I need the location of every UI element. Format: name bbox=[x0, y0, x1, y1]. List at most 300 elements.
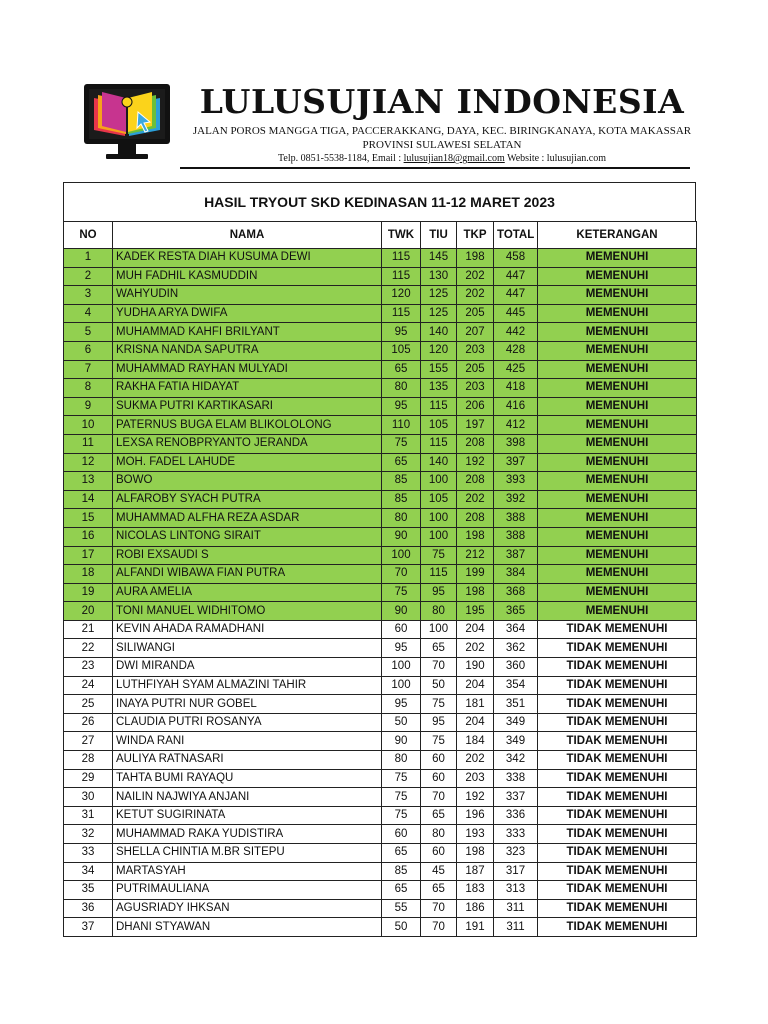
cell-twk: 110 bbox=[382, 416, 421, 435]
cell-tiu: 50 bbox=[421, 676, 457, 695]
cell-no: 7 bbox=[64, 360, 113, 379]
cell-total: 418 bbox=[494, 379, 538, 398]
cell-no: 34 bbox=[64, 862, 113, 881]
cell-twk: 90 bbox=[382, 732, 421, 751]
cell-twk: 65 bbox=[382, 881, 421, 900]
cell-total: 336 bbox=[494, 806, 538, 825]
cell-nama: WINDA RANI bbox=[113, 732, 382, 751]
table-row bbox=[64, 676, 697, 695]
cell-total: 337 bbox=[494, 788, 538, 807]
cell-no: 2 bbox=[64, 267, 113, 286]
cell-twk: 75 bbox=[382, 583, 421, 602]
cell-nama: SILIWANGI bbox=[113, 639, 382, 658]
cell-no: 13 bbox=[64, 472, 113, 491]
cell-total: 313 bbox=[494, 881, 538, 900]
cell-tkp: 183 bbox=[457, 881, 494, 900]
cell-nama: YUDHA ARYA DWIFA bbox=[113, 304, 382, 323]
cell-twk: 120 bbox=[382, 286, 421, 305]
cell-no: 27 bbox=[64, 732, 113, 751]
cell-keterangan: MEMENUHI bbox=[538, 249, 697, 268]
cell-tkp: 198 bbox=[457, 583, 494, 602]
cell-total: 388 bbox=[494, 527, 538, 546]
table-header-row bbox=[64, 222, 697, 249]
table-row bbox=[64, 379, 697, 398]
table-row bbox=[64, 806, 697, 825]
cell-total: 397 bbox=[494, 453, 538, 472]
table-row bbox=[64, 695, 697, 714]
cell-total: 354 bbox=[494, 676, 538, 695]
cell-nama: AULIYA RATNASARI bbox=[113, 751, 382, 770]
cell-total: 384 bbox=[494, 565, 538, 584]
table-row bbox=[64, 527, 697, 546]
organization-name: LULUSUJIAN INDONESIA bbox=[199, 82, 685, 121]
cell-tkp: 204 bbox=[457, 713, 494, 732]
cell-nama: PATERNUS BUGA ELAM BLIKOLOLONG bbox=[113, 416, 382, 435]
cell-nama: KETUT SUGIRINATA bbox=[113, 806, 382, 825]
cell-tkp: 190 bbox=[457, 658, 494, 677]
cell-no: 18 bbox=[64, 565, 113, 584]
cell-tkp: 203 bbox=[457, 341, 494, 360]
cell-tiu: 80 bbox=[421, 602, 457, 621]
cell-total: 416 bbox=[494, 397, 538, 416]
cell-total: 368 bbox=[494, 583, 538, 602]
cell-nama: DHANI STYAWAN bbox=[113, 918, 382, 937]
cell-tkp: 192 bbox=[457, 453, 494, 472]
monitor-book-logo-icon bbox=[80, 78, 175, 164]
cell-keterangan: TIDAK MEMENUHI bbox=[538, 806, 697, 825]
cell-tiu: 45 bbox=[421, 862, 457, 881]
table-row bbox=[64, 620, 697, 639]
cell-tiu: 60 bbox=[421, 844, 457, 863]
cell-twk: 85 bbox=[382, 862, 421, 881]
cell-no: 8 bbox=[64, 379, 113, 398]
cell-tiu: 100 bbox=[421, 472, 457, 491]
cell-no: 22 bbox=[64, 639, 113, 658]
cell-twk: 105 bbox=[382, 341, 421, 360]
cell-keterangan: MEMENUHI bbox=[538, 453, 697, 472]
cell-tiu: 105 bbox=[421, 490, 457, 509]
table-title: HASIL TRYOUT SKD KEDINASAN 11-12 MARET 2023 bbox=[63, 182, 696, 221]
cell-nama: PUTRIMAULIANA bbox=[113, 881, 382, 900]
cell-total: 392 bbox=[494, 490, 538, 509]
cell-twk: 85 bbox=[382, 472, 421, 491]
cell-no: 6 bbox=[64, 341, 113, 360]
table-row bbox=[64, 918, 697, 937]
cell-tkp: 198 bbox=[457, 844, 494, 863]
cell-total: 351 bbox=[494, 695, 538, 714]
cell-nama: ALFAROBY SYACH PUTRA bbox=[113, 490, 382, 509]
cell-total: 393 bbox=[494, 472, 538, 491]
cell-keterangan: MEMENUHI bbox=[538, 527, 697, 546]
cell-keterangan: TIDAK MEMENUHI bbox=[538, 918, 697, 937]
cell-total: 388 bbox=[494, 509, 538, 528]
cell-tkp: 195 bbox=[457, 602, 494, 621]
cell-tiu: 70 bbox=[421, 918, 457, 937]
col-header-tiu: TIU bbox=[421, 222, 457, 249]
cell-keterangan: TIDAK MEMENUHI bbox=[538, 862, 697, 881]
cell-tiu: 155 bbox=[421, 360, 457, 379]
cell-keterangan: MEMENUHI bbox=[538, 397, 697, 416]
cell-keterangan: MEMENUHI bbox=[538, 416, 697, 435]
cell-tiu: 100 bbox=[421, 527, 457, 546]
cell-keterangan: TIDAK MEMENUHI bbox=[538, 695, 697, 714]
cell-twk: 65 bbox=[382, 453, 421, 472]
cell-total: 323 bbox=[494, 844, 538, 863]
table-row bbox=[64, 602, 697, 621]
cell-no: 25 bbox=[64, 695, 113, 714]
cell-total: 398 bbox=[494, 434, 538, 453]
cell-keterangan: TIDAK MEMENUHI bbox=[538, 769, 697, 788]
cell-total: 447 bbox=[494, 286, 538, 305]
cell-twk: 75 bbox=[382, 806, 421, 825]
cell-twk: 50 bbox=[382, 918, 421, 937]
cell-no: 16 bbox=[64, 527, 113, 546]
cell-total: 362 bbox=[494, 639, 538, 658]
table-row bbox=[64, 434, 697, 453]
cell-tkp: 208 bbox=[457, 472, 494, 491]
cell-twk: 75 bbox=[382, 769, 421, 788]
cell-twk: 65 bbox=[382, 360, 421, 379]
letterhead bbox=[0, 0, 768, 180]
cell-tkp: 184 bbox=[457, 732, 494, 751]
cell-tiu: 115 bbox=[421, 434, 457, 453]
table-row bbox=[64, 583, 697, 602]
cell-tiu: 145 bbox=[421, 249, 457, 268]
cell-keterangan: MEMENUHI bbox=[538, 565, 697, 584]
cell-keterangan: TIDAK MEMENUHI bbox=[538, 676, 697, 695]
table-body bbox=[64, 249, 697, 937]
cell-total: 333 bbox=[494, 825, 538, 844]
table-row bbox=[64, 565, 697, 584]
cell-no: 30 bbox=[64, 788, 113, 807]
cell-total: 428 bbox=[494, 341, 538, 360]
table-row bbox=[64, 490, 697, 509]
cell-no: 37 bbox=[64, 918, 113, 937]
cell-no: 1 bbox=[64, 249, 113, 268]
cell-no: 17 bbox=[64, 546, 113, 565]
cell-tkp: 205 bbox=[457, 360, 494, 379]
cell-nama: LUTHFIYAH SYAM ALMAZINI TAHIR bbox=[113, 676, 382, 695]
cell-twk: 55 bbox=[382, 899, 421, 918]
cell-no: 11 bbox=[64, 434, 113, 453]
cell-twk: 75 bbox=[382, 434, 421, 453]
cell-keterangan: TIDAK MEMENUHI bbox=[538, 713, 697, 732]
cell-tkp: 186 bbox=[457, 899, 494, 918]
cell-twk: 115 bbox=[382, 267, 421, 286]
contact-email-link[interactable]: lulusujian18@gmail.com bbox=[403, 153, 505, 164]
cell-nama: WAHYUDIN bbox=[113, 286, 382, 305]
cell-tkp: 198 bbox=[457, 249, 494, 268]
table-row bbox=[64, 862, 697, 881]
cell-keterangan: TIDAK MEMENUHI bbox=[538, 844, 697, 863]
cell-tiu: 75 bbox=[421, 732, 457, 751]
results-table bbox=[63, 221, 697, 937]
contact-website: Website : lulusujian.com bbox=[504, 153, 606, 164]
col-header-keterangan: KETERANGAN bbox=[538, 222, 697, 249]
cell-nama: CLAUDIA PUTRI ROSANYA bbox=[113, 713, 382, 732]
table-row bbox=[64, 323, 697, 342]
table-row bbox=[64, 360, 697, 379]
col-header-total: TOTAL bbox=[494, 222, 538, 249]
cell-total: 311 bbox=[494, 899, 538, 918]
cell-nama: MUHAMMAD RAYHAN MULYADI bbox=[113, 360, 382, 379]
cell-no: 28 bbox=[64, 751, 113, 770]
cell-tiu: 95 bbox=[421, 583, 457, 602]
cell-tiu: 60 bbox=[421, 751, 457, 770]
cell-nama: MOH. FADEL LAHUDE bbox=[113, 453, 382, 472]
address-line-2: PROVINSI SULAWESI SELATAN bbox=[362, 139, 522, 151]
table-row bbox=[64, 769, 697, 788]
cell-twk: 80 bbox=[382, 509, 421, 528]
cell-twk: 70 bbox=[382, 565, 421, 584]
cell-twk: 100 bbox=[382, 546, 421, 565]
cell-no: 24 bbox=[64, 676, 113, 695]
cell-twk: 80 bbox=[382, 379, 421, 398]
table-row bbox=[64, 546, 697, 565]
cell-tkp: 192 bbox=[457, 788, 494, 807]
cell-tkp: 208 bbox=[457, 509, 494, 528]
cell-tkp: 202 bbox=[457, 639, 494, 658]
address-line-1: JALAN POROS MANGGA TIGA, PACCERAKKANG, DAYA, KEC. BIRINGKANAYA, KOTA MAKASSAR bbox=[192, 125, 692, 137]
cell-tiu: 140 bbox=[421, 453, 457, 472]
cell-no: 10 bbox=[64, 416, 113, 435]
cell-nama: ROBI EXSAUDI S bbox=[113, 546, 382, 565]
table-row bbox=[64, 639, 697, 658]
cell-tkp: 203 bbox=[457, 769, 494, 788]
cell-tkp: 204 bbox=[457, 620, 494, 639]
cell-total: 387 bbox=[494, 546, 538, 565]
table-row bbox=[64, 713, 697, 732]
contact-phone: Telp. 0851-5538-1184, Email : bbox=[278, 153, 404, 164]
cell-nama: MARTASYAH bbox=[113, 862, 382, 881]
cell-twk: 95 bbox=[382, 397, 421, 416]
cell-no: 31 bbox=[64, 806, 113, 825]
cell-keterangan: TIDAK MEMENUHI bbox=[538, 620, 697, 639]
cell-nama: AURA AMELIA bbox=[113, 583, 382, 602]
cell-tiu: 120 bbox=[421, 341, 457, 360]
cell-tiu: 100 bbox=[421, 620, 457, 639]
cell-twk: 80 bbox=[382, 751, 421, 770]
cell-no: 33 bbox=[64, 844, 113, 863]
cell-tiu: 65 bbox=[421, 806, 457, 825]
cell-no: 15 bbox=[64, 509, 113, 528]
cell-keterangan: MEMENUHI bbox=[538, 472, 697, 491]
cell-no: 29 bbox=[64, 769, 113, 788]
cell-tiu: 115 bbox=[421, 565, 457, 584]
cell-twk: 90 bbox=[382, 602, 421, 621]
cell-tkp: 208 bbox=[457, 434, 494, 453]
cell-tkp: 212 bbox=[457, 546, 494, 565]
cell-tkp: 191 bbox=[457, 918, 494, 937]
table-row bbox=[64, 397, 697, 416]
col-header-tkp: TKP bbox=[457, 222, 494, 249]
cell-total: 311 bbox=[494, 918, 538, 937]
cell-twk: 75 bbox=[382, 788, 421, 807]
cell-keterangan: TIDAK MEMENUHI bbox=[538, 732, 697, 751]
cell-keterangan: MEMENUHI bbox=[538, 304, 697, 323]
cell-nama: KRISNA NANDA SAPUTRA bbox=[113, 341, 382, 360]
header-divider bbox=[180, 167, 690, 169]
cell-nama: MUHAMMAD RAKA YUDISTIRA bbox=[113, 825, 382, 844]
cell-tkp: 202 bbox=[457, 286, 494, 305]
table-row bbox=[64, 304, 697, 323]
cell-nama: DWI MIRANDA bbox=[113, 658, 382, 677]
cell-tkp: 193 bbox=[457, 825, 494, 844]
cell-tiu: 65 bbox=[421, 881, 457, 900]
cell-tiu: 100 bbox=[421, 509, 457, 528]
cell-tkp: 202 bbox=[457, 490, 494, 509]
cell-nama: NICOLAS LINTONG SIRAIT bbox=[113, 527, 382, 546]
cell-nama: SHELLA CHINTIA M.BR SITEPU bbox=[113, 844, 382, 863]
table-row bbox=[64, 416, 697, 435]
cell-total: 342 bbox=[494, 751, 538, 770]
cell-twk: 65 bbox=[382, 844, 421, 863]
table-row bbox=[64, 472, 697, 491]
cell-total: 360 bbox=[494, 658, 538, 677]
cell-total: 365 bbox=[494, 602, 538, 621]
cell-keterangan: TIDAK MEMENUHI bbox=[538, 658, 697, 677]
cell-twk: 50 bbox=[382, 713, 421, 732]
cell-no: 32 bbox=[64, 825, 113, 844]
cell-keterangan: MEMENUHI bbox=[538, 583, 697, 602]
col-header-twk: TWK bbox=[382, 222, 421, 249]
cell-twk: 90 bbox=[382, 527, 421, 546]
cell-tiu: 95 bbox=[421, 713, 457, 732]
cell-tkp: 187 bbox=[457, 862, 494, 881]
cell-tiu: 125 bbox=[421, 286, 457, 305]
cell-twk: 85 bbox=[382, 490, 421, 509]
contact-line bbox=[182, 153, 702, 164]
cell-no: 12 bbox=[64, 453, 113, 472]
cell-tiu: 75 bbox=[421, 695, 457, 714]
cell-tkp: 203 bbox=[457, 379, 494, 398]
cell-twk: 60 bbox=[382, 620, 421, 639]
table-row bbox=[64, 249, 697, 268]
cell-keterangan: TIDAK MEMENUHI bbox=[538, 751, 697, 770]
cell-tiu: 75 bbox=[421, 546, 457, 565]
cell-total: 425 bbox=[494, 360, 538, 379]
cell-total: 338 bbox=[494, 769, 538, 788]
results-table-container bbox=[63, 182, 696, 937]
cell-total: 445 bbox=[494, 304, 538, 323]
table-row bbox=[64, 899, 697, 918]
cell-keterangan: MEMENUHI bbox=[538, 509, 697, 528]
cell-no: 23 bbox=[64, 658, 113, 677]
cell-keterangan: MEMENUHI bbox=[538, 434, 697, 453]
cell-nama: MUH FADHIL KASMUDDIN bbox=[113, 267, 382, 286]
cell-tiu: 70 bbox=[421, 899, 457, 918]
table-row bbox=[64, 732, 697, 751]
cell-no: 26 bbox=[64, 713, 113, 732]
cell-total: 349 bbox=[494, 732, 538, 751]
cell-total: 364 bbox=[494, 620, 538, 639]
cell-no: 3 bbox=[64, 286, 113, 305]
cell-tiu: 140 bbox=[421, 323, 457, 342]
table-row bbox=[64, 453, 697, 472]
cell-tiu: 70 bbox=[421, 788, 457, 807]
cell-keterangan: MEMENUHI bbox=[538, 360, 697, 379]
cell-tiu: 80 bbox=[421, 825, 457, 844]
cell-keterangan: MEMENUHI bbox=[538, 267, 697, 286]
table-row bbox=[64, 509, 697, 528]
cell-tkp: 199 bbox=[457, 565, 494, 584]
cell-tkp: 196 bbox=[457, 806, 494, 825]
cell-keterangan: MEMENUHI bbox=[538, 379, 697, 398]
cell-no: 14 bbox=[64, 490, 113, 509]
cell-twk: 100 bbox=[382, 658, 421, 677]
cell-tkp: 202 bbox=[457, 751, 494, 770]
cell-twk: 95 bbox=[382, 639, 421, 658]
cell-tkp: 197 bbox=[457, 416, 494, 435]
cell-keterangan: MEMENUHI bbox=[538, 602, 697, 621]
table-row bbox=[64, 844, 697, 863]
cell-keterangan: MEMENUHI bbox=[538, 546, 697, 565]
cell-total: 442 bbox=[494, 323, 538, 342]
table-row bbox=[64, 788, 697, 807]
cell-total: 458 bbox=[494, 249, 538, 268]
cell-keterangan: MEMENUHI bbox=[538, 341, 697, 360]
cell-tkp: 204 bbox=[457, 676, 494, 695]
cell-tkp: 206 bbox=[457, 397, 494, 416]
cell-nama: TONI MANUEL WIDHITOMO bbox=[113, 602, 382, 621]
table-row bbox=[64, 751, 697, 770]
cell-tiu: 65 bbox=[421, 639, 457, 658]
cell-no: 20 bbox=[64, 602, 113, 621]
table-row bbox=[64, 825, 697, 844]
cell-no: 9 bbox=[64, 397, 113, 416]
table-row bbox=[64, 881, 697, 900]
cell-tkp: 207 bbox=[457, 323, 494, 342]
cell-nama: LEXSA RENOBPRYANTO JERANDA bbox=[113, 434, 382, 453]
cell-tiu: 105 bbox=[421, 416, 457, 435]
table-row bbox=[64, 341, 697, 360]
cell-twk: 115 bbox=[382, 304, 421, 323]
col-header-no: NO bbox=[64, 222, 113, 249]
cell-tkp: 205 bbox=[457, 304, 494, 323]
cell-twk: 95 bbox=[382, 323, 421, 342]
cell-no: 5 bbox=[64, 323, 113, 342]
cell-no: 35 bbox=[64, 881, 113, 900]
cell-tiu: 70 bbox=[421, 658, 457, 677]
cell-nama: KEVIN AHADA RAMADHANI bbox=[113, 620, 382, 639]
cell-no: 36 bbox=[64, 899, 113, 918]
cell-nama: AGUSRIADY IHKSAN bbox=[113, 899, 382, 918]
cell-keterangan: MEMENUHI bbox=[538, 490, 697, 509]
cell-tiu: 115 bbox=[421, 397, 457, 416]
cell-nama: RAKHA FATIA HIDAYAT bbox=[113, 379, 382, 398]
cell-keterangan: MEMENUHI bbox=[538, 323, 697, 342]
cell-no: 19 bbox=[64, 583, 113, 602]
cell-tkp: 198 bbox=[457, 527, 494, 546]
cell-keterangan: TIDAK MEMENUHI bbox=[538, 639, 697, 658]
cell-tkp: 181 bbox=[457, 695, 494, 714]
cell-tkp: 202 bbox=[457, 267, 494, 286]
cell-nama: INAYA PUTRI NUR GOBEL bbox=[113, 695, 382, 714]
cell-twk: 60 bbox=[382, 825, 421, 844]
cell-no: 21 bbox=[64, 620, 113, 639]
cell-keterangan: TIDAK MEMENUHI bbox=[538, 899, 697, 918]
cell-tiu: 135 bbox=[421, 379, 457, 398]
cell-nama: SUKMA PUTRI KARTIKASARI bbox=[113, 397, 382, 416]
cell-no: 4 bbox=[64, 304, 113, 323]
col-header-nama: NAMA bbox=[113, 222, 382, 249]
table-row bbox=[64, 286, 697, 305]
cell-nama: TAHTA BUMI RAYAQU bbox=[113, 769, 382, 788]
cell-tiu: 130 bbox=[421, 267, 457, 286]
cell-total: 447 bbox=[494, 267, 538, 286]
cell-total: 317 bbox=[494, 862, 538, 881]
cell-nama: BOWO bbox=[113, 472, 382, 491]
